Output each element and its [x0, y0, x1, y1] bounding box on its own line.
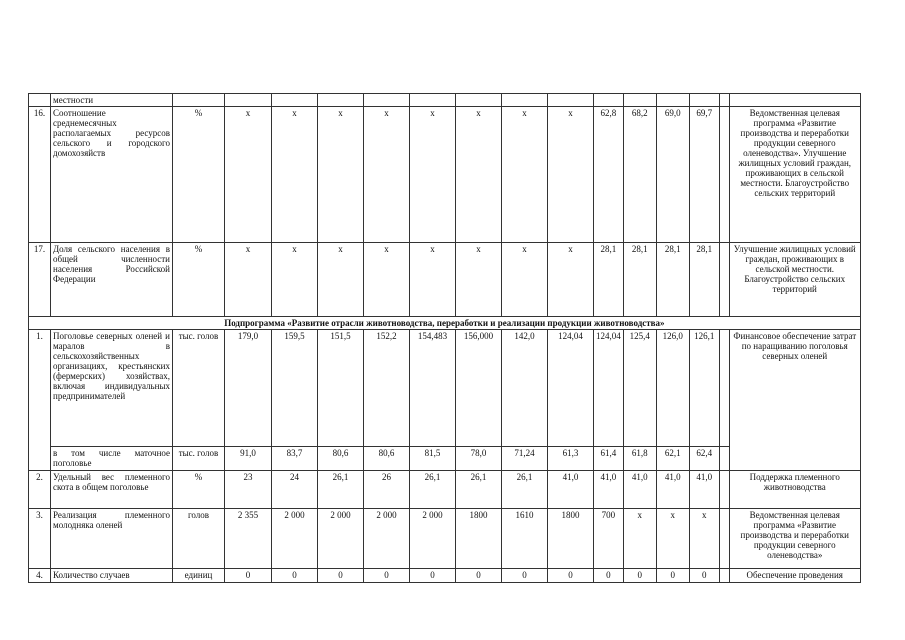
- unit-cell: %: [173, 107, 225, 243]
- row-number-cell: 2.: [29, 471, 51, 509]
- value-cell: х: [502, 243, 548, 317]
- value-cell: 154,483: [410, 330, 456, 447]
- spacer-cell: [719, 94, 729, 107]
- row-number-cell: 17.: [29, 243, 51, 317]
- value-cell: х: [456, 243, 502, 317]
- value-cell: 0: [656, 569, 689, 583]
- note-cell: Улучшение жилищных условий граждан, проживающих в сельской местности. Благоустройство сельских территорий: [729, 243, 860, 317]
- value-cell: х: [225, 243, 272, 317]
- value-cell: 78,0: [456, 447, 502, 471]
- value-cell: 2 355: [225, 509, 272, 569]
- value-cell: 62,1: [656, 447, 689, 471]
- note-cell: Ведомственная целевая программа «Развитие производства и переработки продукции северного оленеводства». Улучшение жилищных условий граждан, проживающих в сельской местности. Благоустройство сельских территорий: [729, 107, 860, 243]
- value-cell: 1800: [456, 509, 502, 569]
- indicators-table: [28, 93, 861, 583]
- value-cell: 1610: [502, 509, 548, 569]
- indicator-name-cell: Доля сельского населения в общей численности населения Российской Федерации: [51, 243, 173, 317]
- value-cell: 0: [225, 569, 272, 583]
- value-cell: 41,0: [594, 471, 624, 509]
- value-cell: 2 000: [364, 509, 410, 569]
- value-cell: [410, 94, 456, 107]
- note-cell: Ведомственная целевая программа «Развитие производства и переработки продукции северного оленеводства»: [729, 509, 860, 569]
- value-cell: 0: [364, 569, 410, 583]
- value-cell: [594, 94, 624, 107]
- row-number-cell: 1.: [29, 330, 51, 471]
- value-cell: х: [656, 509, 689, 569]
- value-cell: 71,24: [502, 447, 548, 471]
- value-cell: 69,7: [689, 107, 719, 243]
- note-cell: [729, 94, 860, 107]
- table-row: [29, 471, 861, 509]
- value-cell: х: [225, 107, 272, 243]
- indicator-name-cell: Поголовье северных оленей и маралов в сельскохозяйственных организациях, крестьянских (фермерских) хозяйствах, включая индивидуальных предпринимателей: [51, 330, 173, 447]
- table-row: [29, 569, 861, 583]
- value-cell: 69,0: [656, 107, 689, 243]
- value-cell: [548, 94, 594, 107]
- value-cell: 41,0: [656, 471, 689, 509]
- table-row: [29, 107, 861, 243]
- value-cell: 2 000: [272, 509, 318, 569]
- value-cell: 26,1: [410, 471, 456, 509]
- value-cell: 24: [272, 471, 318, 509]
- value-cell: [502, 94, 548, 107]
- section-heading-row: [29, 317, 861, 330]
- value-cell: х: [272, 243, 318, 317]
- value-cell: 2 000: [318, 509, 364, 569]
- value-cell: 61,3: [548, 447, 594, 471]
- row-number-cell: [29, 94, 51, 107]
- indicator-name-cell: местности: [51, 94, 173, 107]
- value-cell: [689, 94, 719, 107]
- spacer-cell: [719, 471, 729, 509]
- value-cell: х: [410, 243, 456, 317]
- value-cell: [456, 94, 502, 107]
- value-cell: 61,8: [623, 447, 656, 471]
- value-cell: 68,2: [623, 107, 656, 243]
- value-cell: х: [502, 107, 548, 243]
- indicator-name-cell: Количество случаев: [51, 569, 173, 583]
- value-cell: 23: [225, 471, 272, 509]
- value-cell: [656, 94, 689, 107]
- spacer-cell: [719, 243, 729, 317]
- value-cell: 81,5: [410, 447, 456, 471]
- value-cell: 26,1: [502, 471, 548, 509]
- unit-cell: %: [173, 243, 225, 317]
- value-cell: 62,4: [689, 447, 719, 471]
- value-cell: [225, 94, 272, 107]
- section-title: Подпрограмма «Развитие отрасли животноводства, переработки и реализации продукции животноводства»: [29, 317, 861, 330]
- spacer-cell: [719, 447, 729, 471]
- value-cell: [364, 94, 410, 107]
- value-cell: 0: [456, 569, 502, 583]
- indicator-name-cell: в том числе маточное поголовье: [51, 447, 173, 471]
- value-cell: х: [689, 509, 719, 569]
- value-cell: 26: [364, 471, 410, 509]
- row-number-cell: 3.: [29, 509, 51, 569]
- value-cell: 62,8: [594, 107, 624, 243]
- value-cell: [623, 94, 656, 107]
- note-cell: Поддержка племенного животноводства: [729, 471, 860, 509]
- value-cell: 159,5: [272, 330, 318, 447]
- row-number-cell: 16.: [29, 107, 51, 243]
- value-cell: 41,0: [623, 471, 656, 509]
- value-cell: 124,04: [548, 330, 594, 447]
- value-cell: [318, 94, 364, 107]
- value-cell: х: [623, 509, 656, 569]
- table-row: [29, 509, 861, 569]
- unit-cell: тыс. голов: [173, 447, 225, 471]
- value-cell: 1800: [548, 509, 594, 569]
- value-cell: 28,1: [656, 243, 689, 317]
- value-cell: 0: [548, 569, 594, 583]
- value-cell: х: [318, 243, 364, 317]
- value-cell: 80,6: [364, 447, 410, 471]
- spacer-cell: [719, 107, 729, 243]
- value-cell: 80,6: [318, 447, 364, 471]
- value-cell: 0: [502, 569, 548, 583]
- table-row: [29, 330, 861, 447]
- value-cell: 142,0: [502, 330, 548, 447]
- value-cell: 124,04: [594, 330, 624, 447]
- value-cell: х: [548, 107, 594, 243]
- value-cell: х: [364, 107, 410, 243]
- unit-cell: %: [173, 471, 225, 509]
- value-cell: 41,0: [548, 471, 594, 509]
- note-cell: Финансовое обеспечение затрат по наращиванию поголовья северных оленей: [729, 330, 860, 471]
- value-cell: х: [456, 107, 502, 243]
- value-cell: [272, 94, 318, 107]
- indicator-name-cell: Соотношение среднемесячных располагаемых ресурсов сельского и городского домохозяйств: [51, 107, 173, 243]
- indicator-name-cell: Реализация племенного молодняка оленей: [51, 509, 173, 569]
- value-cell: 0: [272, 569, 318, 583]
- value-cell: 0: [623, 569, 656, 583]
- value-cell: х: [318, 107, 364, 243]
- value-cell: 26,1: [318, 471, 364, 509]
- unit-cell: единиц: [173, 569, 225, 583]
- note-cell: Обеспечение проведения: [729, 569, 860, 583]
- table-row: [29, 94, 861, 107]
- spacer-cell: [719, 330, 729, 447]
- table-row: [29, 243, 861, 317]
- value-cell: 41,0: [689, 471, 719, 509]
- value-cell: 2 000: [410, 509, 456, 569]
- value-cell: х: [364, 243, 410, 317]
- value-cell: 0: [594, 569, 624, 583]
- value-cell: х: [272, 107, 318, 243]
- spacer-cell: [719, 569, 729, 583]
- value-cell: 152,2: [364, 330, 410, 447]
- unit-cell: тыс. голов: [173, 330, 225, 447]
- value-cell: х: [410, 107, 456, 243]
- value-cell: 0: [689, 569, 719, 583]
- value-cell: 83,7: [272, 447, 318, 471]
- value-cell: 28,1: [689, 243, 719, 317]
- value-cell: 126,1: [689, 330, 719, 447]
- value-cell: 61,4: [594, 447, 624, 471]
- indicator-name-cell: Удельный вес племенного скота в общем поголовье: [51, 471, 173, 509]
- spacer-cell: [719, 509, 729, 569]
- value-cell: 26,1: [456, 471, 502, 509]
- value-cell: 0: [410, 569, 456, 583]
- unit-cell: [173, 94, 225, 107]
- unit-cell: голов: [173, 509, 225, 569]
- value-cell: 126,0: [656, 330, 689, 447]
- value-cell: 151,5: [318, 330, 364, 447]
- value-cell: 125,4: [623, 330, 656, 447]
- value-cell: 179,0: [225, 330, 272, 447]
- value-cell: 91,0: [225, 447, 272, 471]
- value-cell: 156,000: [456, 330, 502, 447]
- value-cell: 28,1: [594, 243, 624, 317]
- row-number-cell: 4.: [29, 569, 51, 583]
- value-cell: 0: [318, 569, 364, 583]
- value-cell: х: [548, 243, 594, 317]
- value-cell: 28,1: [623, 243, 656, 317]
- value-cell: 700: [594, 509, 624, 569]
